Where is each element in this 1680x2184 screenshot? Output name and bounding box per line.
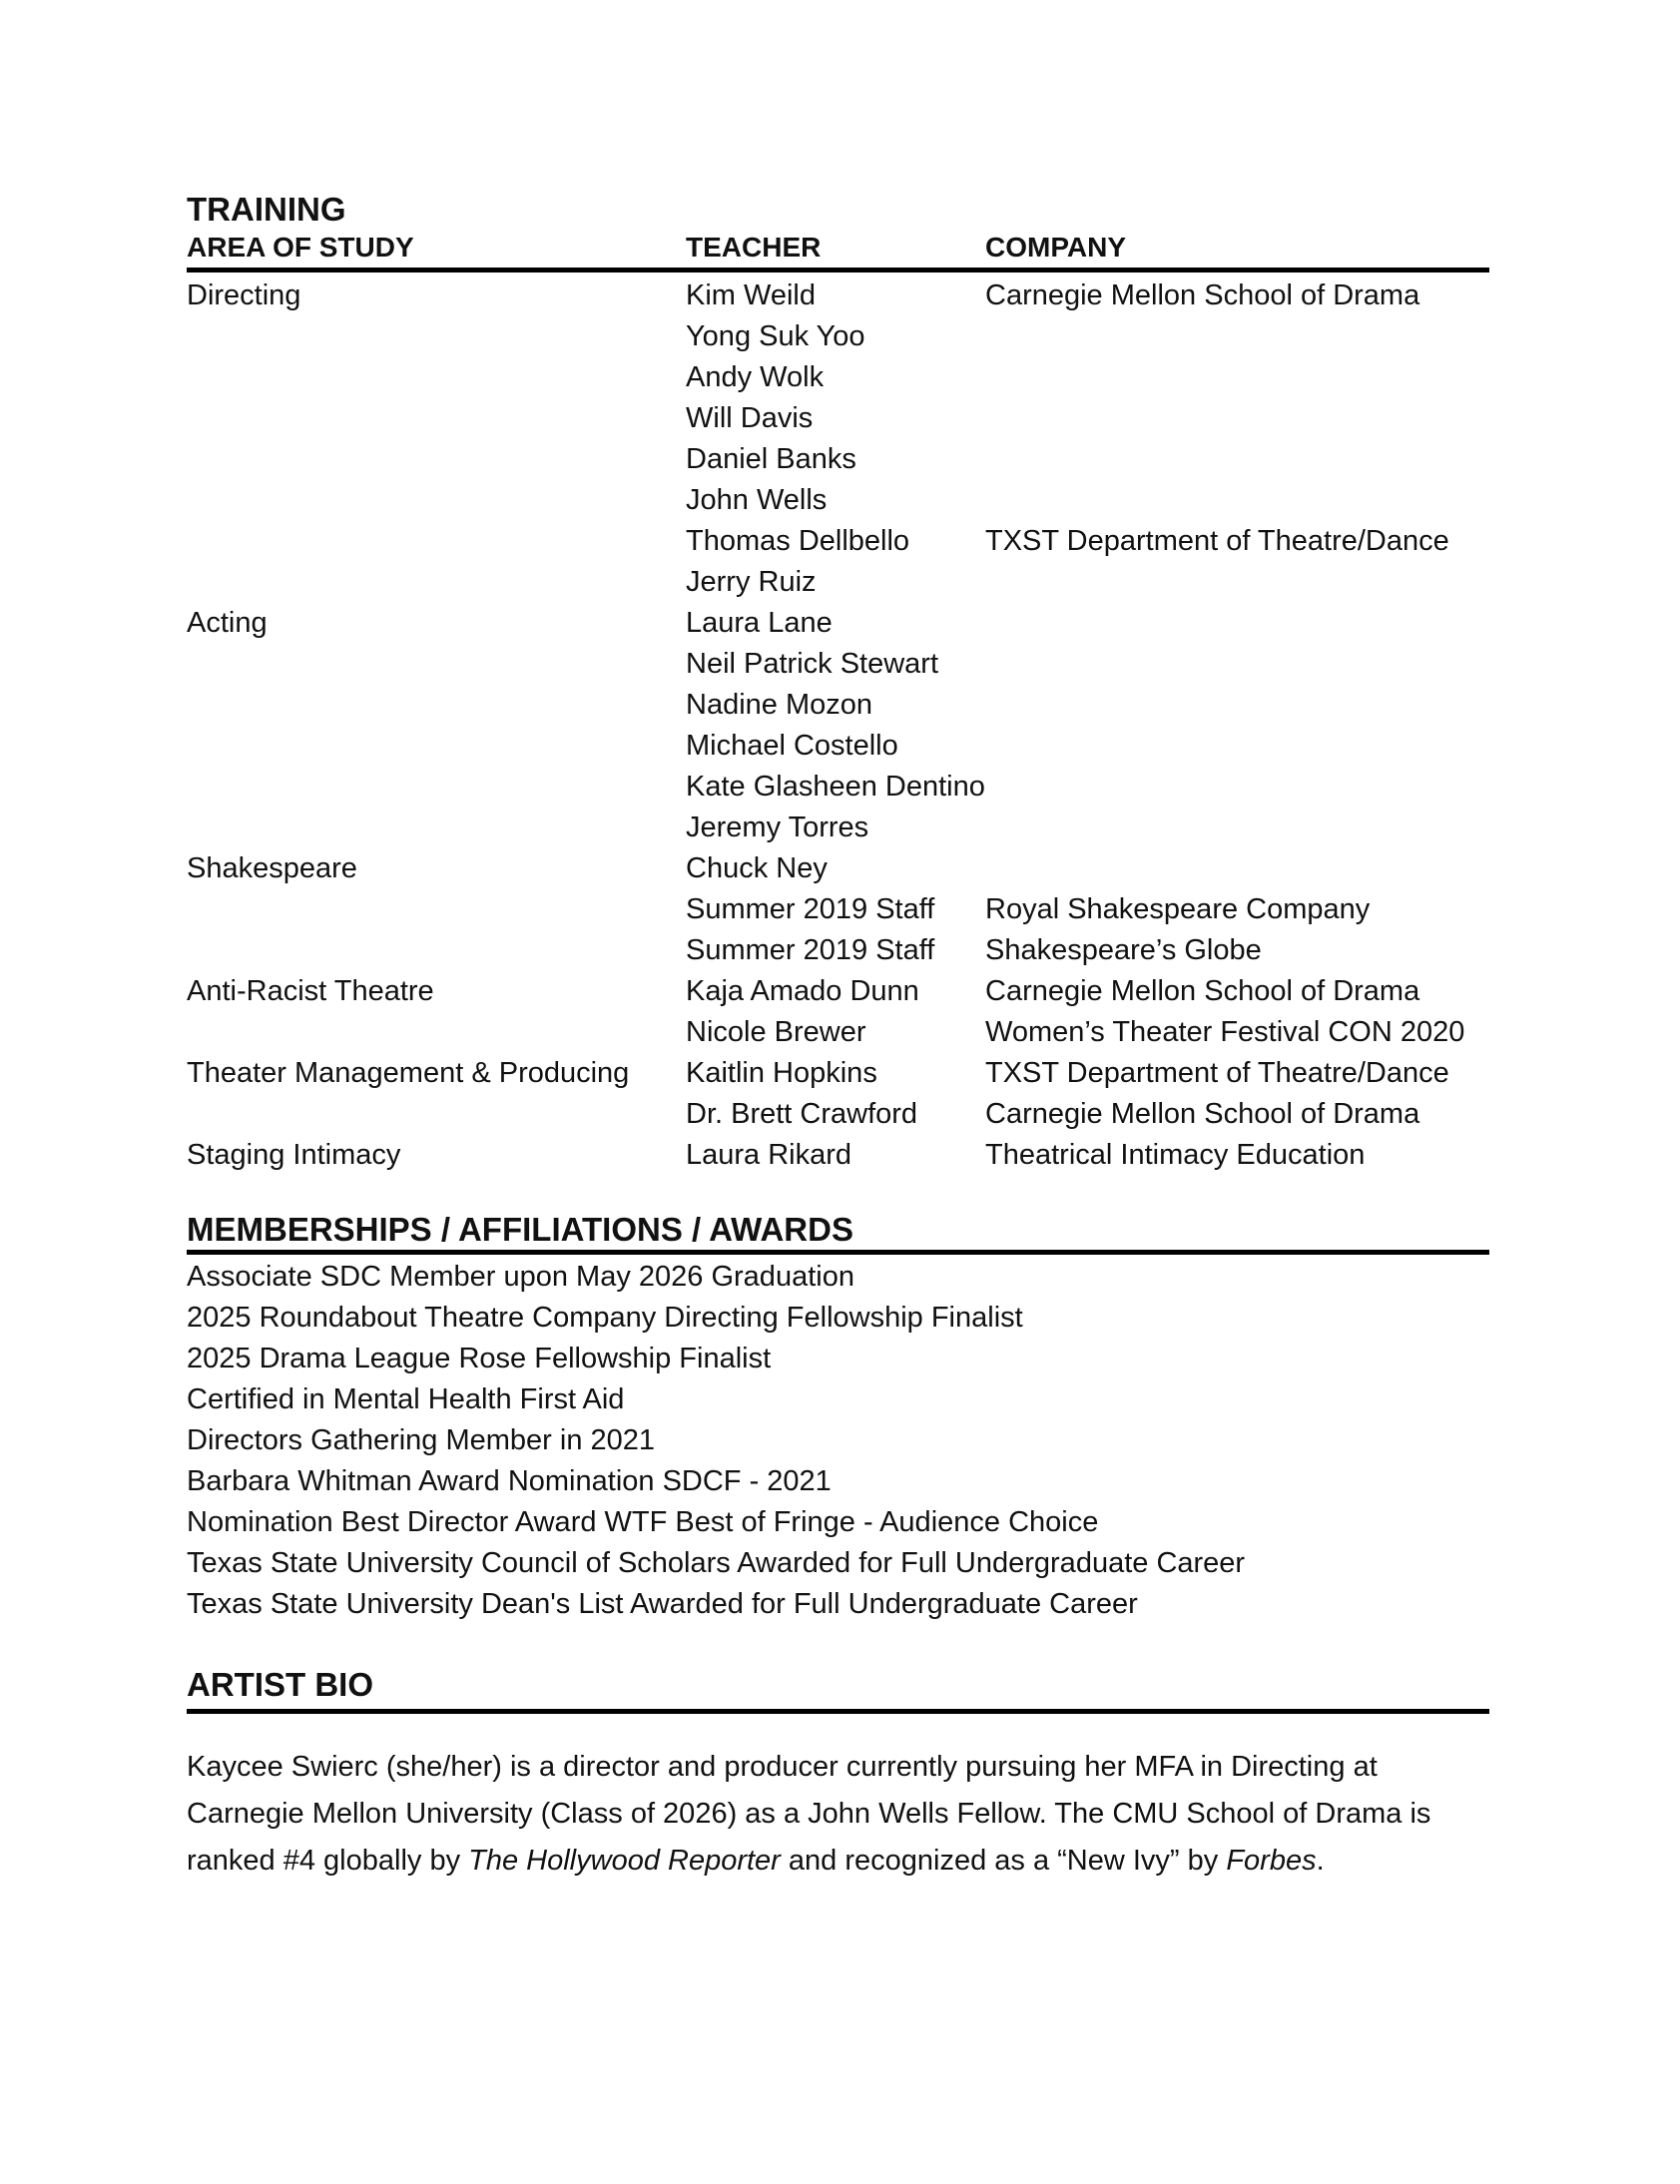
company-header: COMPANY	[985, 232, 1127, 263]
company-cell	[985, 685, 1489, 726]
training-row	[187, 275, 1489, 316]
teacher-cell: Neil Patrick Stewart	[686, 648, 939, 680]
resume-page	[187, 190, 1489, 1913]
training-row	[187, 1135, 1489, 1176]
teacher-cell: Dr. Brett Crawford	[686, 1098, 918, 1130]
training-row	[187, 1094, 1489, 1135]
area-of-study-cell	[187, 1012, 686, 1053]
bio-text-part: Kaycee Swierc (she/her) is a director and producer currently pursuing her MFA in Directing at Carnegie Mellon University (Class of 2026) as a John Wells Fellow. The CMU School of Drama is ranked #4 globally by	[187, 1751, 1431, 1877]
teacher-cell: Andy Wolk	[686, 361, 825, 393]
training-row	[187, 603, 1489, 644]
company-cell	[985, 398, 1489, 439]
bio-publication-hollywood-reporter: The Hollywood Reporter	[468, 1845, 781, 1877]
teacher-cell: Michael Costello	[686, 730, 898, 762]
teacher-cell: Thomas Dellbello	[686, 525, 910, 557]
training-title: TRAINING	[187, 191, 346, 228]
teacher-cell: Laura Rikard	[686, 1139, 852, 1171]
memberships-title: MEMBERSHIPS / AFFILIATIONS / AWARDS	[187, 1210, 1489, 1255]
area-of-study-cell	[187, 685, 686, 726]
area-of-study-cell: Theater Management & Producing	[187, 1057, 630, 1089]
training-table-header	[187, 230, 1489, 273]
training-row	[187, 521, 1489, 562]
teacher-cell: Yong Suk Yoo	[686, 320, 865, 352]
bio-publication-forbes: Forbes	[1226, 1845, 1317, 1877]
training-row	[187, 971, 1489, 1012]
teacher-cell: Nicole Brewer	[686, 1016, 866, 1048]
teacher-cell: Laura Lane	[686, 607, 833, 639]
artist-bio-title: ARTIST BIO	[187, 1665, 1489, 1714]
training-row	[187, 808, 1489, 848]
training-row	[187, 767, 1489, 808]
area-of-study-cell: Anti-Racist Theatre	[187, 975, 434, 1007]
area-of-study-header: AREA OF STUDY	[187, 232, 414, 263]
bio-text-part: .	[1316, 1845, 1325, 1877]
company-cell	[985, 562, 1489, 603]
training-row	[187, 357, 1489, 398]
teacher-cell: Daniel Banks	[686, 443, 856, 475]
training-row	[187, 316, 1489, 357]
company-cell	[985, 726, 1489, 767]
training-row	[187, 726, 1489, 767]
company-cell	[985, 603, 1489, 644]
company-cell	[985, 644, 1489, 685]
area-of-study-cell: Shakespeare	[187, 852, 357, 884]
teacher-cell: Summer 2019 Staff	[686, 934, 935, 966]
teacher-cell: Kate Glasheen Dentino	[686, 771, 985, 803]
company-cell	[985, 316, 1489, 357]
memberships-list	[187, 1257, 1489, 1625]
company-cell: TXST Department of Theatre/Dance	[985, 525, 1449, 557]
area-of-study-cell	[187, 644, 686, 685]
membership-item: Certified in Mental Health First Aid	[187, 1383, 625, 1415]
area-of-study-cell	[187, 357, 686, 398]
teacher-cell: Kim Weild	[686, 279, 816, 311]
membership-item: Associate SDC Member upon May 2026 Graduation	[187, 1261, 854, 1293]
company-cell: Carnegie Mellon School of Drama	[985, 279, 1420, 311]
training-row	[187, 398, 1489, 439]
bio-text-part: and recognized as a “New Ivy” by	[780, 1845, 1227, 1877]
artist-bio-text	[187, 1744, 1489, 1885]
area-of-study-cell	[187, 316, 686, 357]
membership-item: Texas State University Council of Scholars Awarded for Full Undergraduate Career	[187, 1547, 1246, 1579]
company-cell	[985, 848, 1489, 889]
company-cell: Carnegie Mellon School of Drama	[985, 975, 1420, 1007]
company-cell: TXST Department of Theatre/Dance	[985, 1057, 1449, 1089]
training-row	[187, 480, 1489, 521]
company-cell	[985, 808, 1489, 848]
membership-item: Directors Gathering Member in 2021	[187, 1424, 656, 1456]
membership-item: Texas State University Dean's List Awarded for Full Undergraduate Career	[187, 1588, 1138, 1620]
training-row	[187, 1053, 1489, 1094]
area-of-study-cell	[187, 1094, 686, 1135]
training-row	[187, 930, 1489, 971]
area-of-study-cell	[187, 562, 686, 603]
membership-item: 2025 Drama League Rose Fellowship Finalist	[187, 1343, 772, 1374]
area-of-study-cell	[187, 930, 686, 971]
teacher-header: TEACHER	[686, 232, 822, 263]
training-row	[187, 562, 1489, 603]
area-of-study-cell	[187, 889, 686, 930]
training-table-body	[187, 275, 1489, 1176]
company-cell	[985, 439, 1489, 480]
area-of-study-cell: Directing	[187, 279, 301, 311]
training-row	[187, 889, 1489, 930]
company-cell: Royal Shakespeare Company	[985, 893, 1371, 925]
membership-item: Barbara Whitman Award Nomination SDCF - 2021	[187, 1465, 832, 1497]
company-cell	[985, 767, 1489, 808]
teacher-cell: Kaja Amado Dunn	[686, 975, 919, 1007]
company-cell: Carnegie Mellon School of Drama	[985, 1098, 1420, 1130]
teacher-cell: Jeremy Torres	[686, 812, 869, 843]
area-of-study-cell	[187, 398, 686, 439]
training-row	[187, 439, 1489, 480]
training-row	[187, 848, 1489, 889]
company-cell	[985, 357, 1489, 398]
company-cell	[985, 480, 1489, 521]
area-of-study-cell: Acting	[187, 607, 268, 639]
area-of-study-cell	[187, 439, 686, 480]
membership-item: 2025 Roundabout Theatre Company Directing Fellowship Finalist	[187, 1302, 1023, 1334]
company-cell: Theatrical Intimacy Education	[985, 1139, 1366, 1171]
area-of-study-cell	[187, 480, 686, 521]
training-row	[187, 685, 1489, 726]
training-row	[187, 644, 1489, 685]
teacher-cell: Nadine Mozon	[686, 689, 872, 721]
area-of-study-cell	[187, 808, 686, 848]
teacher-cell: Chuck Ney	[686, 852, 828, 884]
company-cell: Shakespeare’s Globe	[985, 934, 1262, 966]
teacher-cell: Jerry Ruiz	[686, 566, 817, 598]
area-of-study-cell	[187, 767, 686, 808]
area-of-study-cell	[187, 521, 686, 562]
teacher-cell: Summer 2019 Staff	[686, 893, 935, 925]
teacher-cell: John Wells	[686, 484, 828, 516]
teacher-cell: Will Davis	[686, 402, 814, 434]
area-of-study-cell: Staging Intimacy	[187, 1139, 401, 1171]
membership-item: Nomination Best Director Award WTF Best of Fringe - Audience Choice	[187, 1506, 1099, 1538]
company-cell: Women’s Theater Festival CON 2020	[985, 1016, 1465, 1048]
area-of-study-cell	[187, 726, 686, 767]
training-row	[187, 1012, 1489, 1053]
teacher-cell: Kaitlin Hopkins	[686, 1057, 877, 1089]
